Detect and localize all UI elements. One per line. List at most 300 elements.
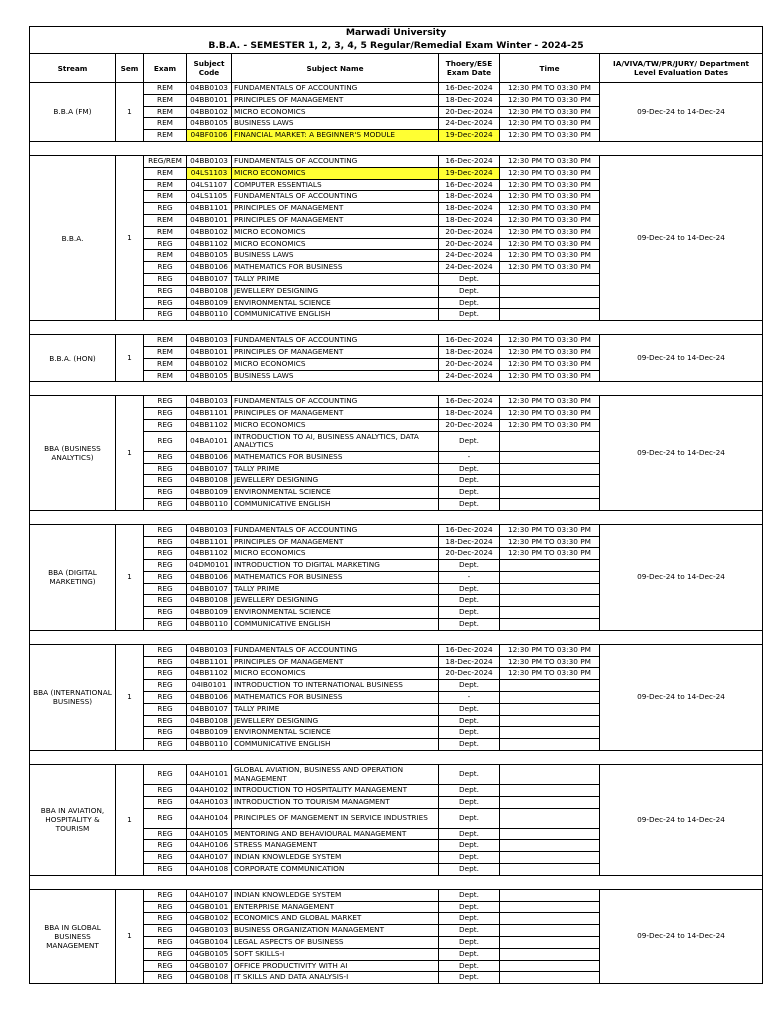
time-cell: 12:30 PM TO 03:30 PM	[500, 536, 600, 548]
time-cell	[500, 808, 600, 828]
time-cell	[500, 297, 600, 309]
time-cell: 12:30 PM TO 03:30 PM	[500, 191, 600, 203]
exam-date-cell: Dept.	[439, 595, 500, 607]
exam-date-cell: Dept.	[439, 972, 500, 984]
subject-name-cell: LEGAL ASPECTS OF BUSINESS	[232, 937, 439, 949]
time-cell: 12:30 PM TO 03:30 PM	[500, 358, 600, 370]
subject-code-cell: 04BB0108	[187, 285, 232, 297]
table-row	[30, 335, 763, 347]
university-title: Marwadi University	[30, 27, 763, 40]
time-cell	[500, 901, 600, 913]
stream-cell: BBA IN AVIATION, HOSPITALITY & TOURISM	[30, 765, 116, 876]
time-cell	[500, 680, 600, 692]
exam-type-cell: REG	[144, 619, 187, 631]
subject-name-cell: PRINCIPLES OF MANAGEMENT	[232, 203, 439, 215]
time-cell	[500, 595, 600, 607]
subject-name-cell: JEWELLERY DESIGNING	[232, 475, 439, 487]
exam-date-cell: 20-Dec-2024	[439, 548, 500, 560]
time-cell	[500, 607, 600, 619]
subject-code-cell: 04BB1101	[187, 536, 232, 548]
subject-code-cell: 04DM0101	[187, 560, 232, 572]
exam-type-cell: REG	[144, 925, 187, 937]
exam-date-cell: 16-Dec-2024	[439, 155, 500, 167]
exam-type-cell: REG	[144, 571, 187, 583]
exam-type-cell: REG	[144, 273, 187, 285]
exam-type-cell: REG	[144, 937, 187, 949]
exam-type-cell: REG	[144, 548, 187, 560]
subject-name-cell: PRINCIPLES OF MANAGEMENT	[232, 214, 439, 226]
exam-type-cell: REG	[144, 864, 187, 876]
subject-code-cell: 04BB0109	[187, 487, 232, 499]
exam-date-cell: 16-Dec-2024	[439, 396, 500, 408]
exam-type-cell: REM	[144, 250, 187, 262]
sem-cell: 1	[116, 644, 144, 750]
subject-name-cell: GLOBAL AVIATION, BUSINESS AND OPERATION MANAGEMENT	[232, 765, 439, 785]
group-spacer	[30, 141, 763, 155]
exam-type-cell: REG	[144, 487, 187, 499]
subject-code-cell: 04BB1102	[187, 238, 232, 250]
subject-code-cell: 04LS1107	[187, 179, 232, 191]
exam-type-cell: REM	[144, 94, 187, 106]
subject-name-cell: COMMUNICATIVE ENGLISH	[232, 498, 439, 510]
exam-type-cell: REM	[144, 191, 187, 203]
exam-type-cell: REM	[144, 346, 187, 358]
exam-type-cell: REG	[144, 808, 187, 828]
exam-type-cell: REM	[144, 335, 187, 347]
time-cell: 12:30 PM TO 03:30 PM	[500, 83, 600, 95]
time-cell	[500, 463, 600, 475]
exam-date-cell: Dept.	[439, 498, 500, 510]
exam-type-cell: REG	[144, 901, 187, 913]
exam-type-cell: REG/REM	[144, 155, 187, 167]
subject-name-cell: INTRODUCTION TO INTERNATIONAL BUSINESS	[232, 680, 439, 692]
exam-type-cell: REG	[144, 297, 187, 309]
subject-name-cell: JEWELLERY DESIGNING	[232, 715, 439, 727]
time-cell	[500, 727, 600, 739]
exam-date-cell: 18-Dec-2024	[439, 408, 500, 420]
subject-name-cell: ENTERPRISE MANAGEMENT	[232, 901, 439, 913]
subject-code-cell: 04BB0103	[187, 83, 232, 95]
subject-name-cell: MICRO ECONOMICS	[232, 106, 439, 118]
subject-name-cell: INTRODUCTION TO DIGITAL MARKETING	[232, 560, 439, 572]
subject-name-cell: PRINCIPLES OF MANAGEMENT	[232, 408, 439, 420]
subject-code-cell: 04GB0102	[187, 913, 232, 925]
subject-code-cell: 04AH0107	[187, 889, 232, 901]
exam-type-cell: REG	[144, 656, 187, 668]
subject-name-cell: MATHEMATICS FOR BUSINESS	[232, 571, 439, 583]
subject-code-cell: 04GB0105	[187, 948, 232, 960]
exam-date-cell: 16-Dec-2024	[439, 644, 500, 656]
exam-date-cell: Dept.	[439, 808, 500, 828]
subject-name-cell: INTRODUCTION TO HOSPITALITY MANAGEMENT	[232, 785, 439, 797]
exam-type-cell: REG	[144, 715, 187, 727]
exam-type-cell: REG	[144, 703, 187, 715]
header-stream: Stream	[30, 54, 116, 83]
time-cell	[500, 948, 600, 960]
subject-name-cell: BUSINESS LAWS	[232, 370, 439, 382]
subject-name-cell: PRINCIPLES OF MANAGEMENT	[232, 656, 439, 668]
subject-code-cell: 04BB0109	[187, 727, 232, 739]
subject-name-cell: FUNDAMENTALS OF ACCOUNTING	[232, 155, 439, 167]
subject-name-cell: PRINCIPLES OF MANGEMENT IN SERVICE INDUSTRIES	[232, 808, 439, 828]
time-cell	[500, 840, 600, 852]
exam-date-cell: Dept.	[439, 487, 500, 499]
subject-code-cell: 04BB1101	[187, 656, 232, 668]
subject-name-cell: FUNDAMENTALS OF ACCOUNTING	[232, 83, 439, 95]
time-cell	[500, 571, 600, 583]
exam-date-cell: Dept.	[439, 715, 500, 727]
time-cell	[500, 703, 600, 715]
exam-type-cell: REG	[144, 739, 187, 751]
subject-name-cell: TALLY PRIME	[232, 273, 439, 285]
subject-name-cell: PRINCIPLES OF MANAGEMENT	[232, 536, 439, 548]
exam-type-cell: REM	[144, 106, 187, 118]
exam-date-cell: Dept.	[439, 463, 500, 475]
subject-name-cell: BUSINESS LAWS	[232, 118, 439, 130]
subject-name-cell: ENVIRONMENTAL SCIENCE	[232, 607, 439, 619]
exam-date-cell: 18-Dec-2024	[439, 656, 500, 668]
exam-date-cell: Dept.	[439, 960, 500, 972]
exam-date-cell: 16-Dec-2024	[439, 179, 500, 191]
subject-code-cell: 04GB0104	[187, 937, 232, 949]
exam-type-cell: REG	[144, 536, 187, 548]
time-cell	[500, 937, 600, 949]
time-cell	[500, 560, 600, 572]
stream-cell: B.B.A. (HON)	[30, 335, 116, 382]
exam-type-cell: REM	[144, 226, 187, 238]
header-exam: Exam	[144, 54, 187, 83]
exam-type-cell: REG	[144, 828, 187, 840]
exam-date-cell: Dept.	[439, 583, 500, 595]
exam-date-cell: Dept.	[439, 796, 500, 808]
time-cell: 12:30 PM TO 03:30 PM	[500, 203, 600, 215]
time-cell	[500, 739, 600, 751]
time-cell	[500, 431, 600, 451]
eval-dates-cell: 09-Dec-24 to 14-Dec-24	[600, 83, 763, 142]
time-cell: 12:30 PM TO 03:30 PM	[500, 346, 600, 358]
time-cell: 12:30 PM TO 03:30 PM	[500, 94, 600, 106]
subject-code-cell: 04BB0101	[187, 346, 232, 358]
time-cell	[500, 273, 600, 285]
subject-code-cell: 04BB0103	[187, 524, 232, 536]
eval-dates-cell: 09-Dec-24 to 14-Dec-24	[600, 396, 763, 510]
sem-cell: 1	[116, 335, 144, 382]
subject-name-cell: INTRODUCTION TO AI, BUSINESS ANALYTICS, DATA ANALYTICS	[232, 431, 439, 451]
subject-code-cell: 04AH0102	[187, 785, 232, 797]
time-cell: 12:30 PM TO 03:30 PM	[500, 250, 600, 262]
header-subject-code: Subject Code	[187, 54, 232, 83]
exam-type-cell: REG	[144, 238, 187, 250]
exam-type-cell: REM	[144, 167, 187, 179]
subject-name-cell: ECONOMICS AND GLOBAL MARKET	[232, 913, 439, 925]
exam-type-cell: REM	[144, 83, 187, 95]
sem-cell: 1	[116, 889, 144, 983]
subject-name-cell: BUSINESS ORGANIZATION MANAGEMENT	[232, 925, 439, 937]
header-exam-date: Thoery/ESE Exam Date	[439, 54, 500, 83]
exam-schedule-sheet	[29, 26, 762, 984]
eval-dates-cell: 09-Dec-24 to 14-Dec-24	[600, 644, 763, 750]
time-cell: 12:30 PM TO 03:30 PM	[500, 155, 600, 167]
exam-date-cell: Dept.	[439, 828, 500, 840]
subject-code-cell: 04IB0101	[187, 680, 232, 692]
subject-name-cell: MENTORING AND BEHAVIOURAL MANAGEMENT	[232, 828, 439, 840]
exam-date-cell: 20-Dec-2024	[439, 668, 500, 680]
subject-name-cell: FUNDAMENTALS OF ACCOUNTING	[232, 524, 439, 536]
exam-type-cell: REM	[144, 370, 187, 382]
exam-type-cell: REG	[144, 607, 187, 619]
time-cell	[500, 864, 600, 876]
exam-date-cell: 20-Dec-2024	[439, 419, 500, 431]
time-cell	[500, 619, 600, 631]
exam-date-cell: Dept.	[439, 852, 500, 864]
exam-date-cell: Dept.	[439, 937, 500, 949]
exam-type-cell: REG	[144, 431, 187, 451]
subject-name-cell: FINANCIAL MARKET: A BEGINNER'S MODULE	[232, 130, 439, 142]
subject-code-cell: 04GB0101	[187, 901, 232, 913]
subject-name-cell: ENVIRONMENTAL SCIENCE	[232, 297, 439, 309]
exam-type-cell: REG	[144, 408, 187, 420]
time-cell	[500, 583, 600, 595]
subject-code-cell: 04BB0105	[187, 370, 232, 382]
subject-code-cell: 04BB0109	[187, 607, 232, 619]
exam-date-cell: 19-Dec-2024	[439, 167, 500, 179]
exam-date-cell: Dept.	[439, 901, 500, 913]
exam-date-cell: 18-Dec-2024	[439, 536, 500, 548]
time-cell: 12:30 PM TO 03:30 PM	[500, 179, 600, 191]
time-cell: 12:30 PM TO 03:30 PM	[500, 167, 600, 179]
time-cell	[500, 796, 600, 808]
exam-type-cell: REG	[144, 475, 187, 487]
time-cell: 12:30 PM TO 03:30 PM	[500, 226, 600, 238]
time-cell: 12:30 PM TO 03:30 PM	[500, 524, 600, 536]
exam-type-cell: REM	[144, 358, 187, 370]
exam-date-cell: Dept.	[439, 607, 500, 619]
exam-date-cell: 20-Dec-2024	[439, 106, 500, 118]
subject-code-cell: 04AH0103	[187, 796, 232, 808]
exam-type-cell: REG	[144, 451, 187, 463]
exam-date-cell: Dept.	[439, 925, 500, 937]
subject-name-cell: CORPORATE COMMUNICATION	[232, 864, 439, 876]
eval-dates-cell: 09-Dec-24 to 14-Dec-24	[600, 889, 763, 983]
exam-date-cell: 24-Dec-2024	[439, 370, 500, 382]
subject-name-cell: ENVIRONMENTAL SCIENCE	[232, 487, 439, 499]
subject-code-cell: 04AH0101	[187, 765, 232, 785]
table-row	[30, 83, 763, 95]
exam-date-cell: Dept.	[439, 864, 500, 876]
subject-code-cell: 04BB0102	[187, 106, 232, 118]
exam-date-cell: 24-Dec-2024	[439, 250, 500, 262]
exam-date-cell: Dept.	[439, 703, 500, 715]
subject-name-cell: MATHEMATICS FOR BUSINESS	[232, 451, 439, 463]
header-sem: Sem	[116, 54, 144, 83]
exam-type-cell: REG	[144, 285, 187, 297]
table-row	[30, 644, 763, 656]
subject-code-cell: 04AH0108	[187, 864, 232, 876]
subject-code-cell: 04BF0106	[187, 130, 232, 142]
subject-name-cell: MICRO ECONOMICS	[232, 668, 439, 680]
exam-type-cell: REG	[144, 785, 187, 797]
exam-type-cell: REG	[144, 463, 187, 475]
subject-name-cell: MICRO ECONOMICS	[232, 419, 439, 431]
subject-code-cell: 04BB0103	[187, 644, 232, 656]
exam-type-cell: REG	[144, 595, 187, 607]
subject-code-cell: 04BB0110	[187, 739, 232, 751]
subject-name-cell: JEWELLERY DESIGNING	[232, 285, 439, 297]
sem-cell: 1	[116, 155, 144, 320]
exam-type-cell: REM	[144, 179, 187, 191]
exam-date-cell: Dept.	[439, 765, 500, 785]
subject-name-cell: TALLY PRIME	[232, 703, 439, 715]
subject-code-cell: 04BB0101	[187, 214, 232, 226]
exam-date-cell: Dept.	[439, 285, 500, 297]
exam-date-cell: 20-Dec-2024	[439, 226, 500, 238]
subject-code-cell: 04BB0108	[187, 475, 232, 487]
exam-date-cell: Dept.	[439, 785, 500, 797]
subject-code-cell: 04AH0105	[187, 828, 232, 840]
exam-date-cell: Dept.	[439, 739, 500, 751]
stream-cell: BBA (DIGITAL MARKETING)	[30, 524, 116, 630]
subject-code-cell: 04AH0107	[187, 852, 232, 864]
time-cell	[500, 960, 600, 972]
subject-code-cell: 04BB1101	[187, 203, 232, 215]
subject-name-cell: TALLY PRIME	[232, 463, 439, 475]
exam-type-cell: REM	[144, 214, 187, 226]
exam-type-cell: REG	[144, 960, 187, 972]
time-cell	[500, 765, 600, 785]
subject-code-cell: 04BB0105	[187, 250, 232, 262]
subject-name-cell: INTRODUCTION TO TOURISM MANAGMENT	[232, 796, 439, 808]
table-row	[30, 889, 763, 901]
exam-type-cell: REG	[144, 419, 187, 431]
subject-code-cell: 04BB0103	[187, 335, 232, 347]
exam-date-cell: 18-Dec-2024	[439, 346, 500, 358]
exam-date-cell: 24-Dec-2024	[439, 118, 500, 130]
exam-date-cell: Dept.	[439, 727, 500, 739]
exam-date-cell: Dept.	[439, 297, 500, 309]
subject-code-cell: 04BB0105	[187, 118, 232, 130]
exam-type-cell: REG	[144, 948, 187, 960]
exam-type-cell: REG	[144, 680, 187, 692]
exam-type-cell: REG	[144, 972, 187, 984]
time-cell	[500, 913, 600, 925]
exam-date-cell: 16-Dec-2024	[439, 524, 500, 536]
exam-date-cell: Dept.	[439, 273, 500, 285]
exam-date-cell: 16-Dec-2024	[439, 335, 500, 347]
exam-date-cell: 18-Dec-2024	[439, 203, 500, 215]
subject-code-cell: 04LS1105	[187, 191, 232, 203]
eval-dates-cell: 09-Dec-24 to 14-Dec-24	[600, 524, 763, 630]
time-cell: 12:30 PM TO 03:30 PM	[500, 106, 600, 118]
exam-date-cell: Dept.	[439, 680, 500, 692]
time-cell: 12:30 PM TO 03:30 PM	[500, 214, 600, 226]
subject-code-cell: 04BB0103	[187, 396, 232, 408]
subject-code-cell: 04BB0106	[187, 571, 232, 583]
exam-type-cell: REG	[144, 644, 187, 656]
subject-code-cell: 04AH0104	[187, 808, 232, 828]
subject-code-cell: 04BB1101	[187, 408, 232, 420]
time-cell	[500, 285, 600, 297]
subject-name-cell: IT SKILLS AND DATA ANALYSIS-I	[232, 972, 439, 984]
time-cell: 12:30 PM TO 03:30 PM	[500, 118, 600, 130]
group-spacer	[30, 875, 763, 889]
subject-name-cell: MICRO ECONOMICS	[232, 167, 439, 179]
subject-name-cell: COMMUNICATIVE ENGLISH	[232, 309, 439, 321]
stream-cell: B.B.A.	[30, 155, 116, 320]
subject-code-cell: 04BA0101	[187, 431, 232, 451]
subject-name-cell: FUNDAMENTALS OF ACCOUNTING	[232, 644, 439, 656]
exam-date-cell: 18-Dec-2024	[439, 94, 500, 106]
sem-cell: 1	[116, 524, 144, 630]
exam-date-cell: 24-Dec-2024	[439, 262, 500, 274]
header-time: Time	[500, 54, 600, 83]
schedule-subtitle: B.B.A. - SEMESTER 1, 2, 3, 4, 5 Regular/Remedial Exam Winter - 2024-25	[30, 39, 763, 54]
subject-code-cell: 04BB0103	[187, 155, 232, 167]
subject-code-cell: 04BB1102	[187, 548, 232, 560]
subject-code-cell: 04BB0107	[187, 703, 232, 715]
subject-name-cell: STRESS MANAGEMENT	[232, 840, 439, 852]
subject-code-cell: 04BB0108	[187, 595, 232, 607]
table-row	[30, 155, 763, 167]
exam-date-cell: Dept.	[439, 948, 500, 960]
exam-date-cell: Dept.	[439, 619, 500, 631]
exam-date-cell: 16-Dec-2024	[439, 83, 500, 95]
time-cell	[500, 487, 600, 499]
exam-date-cell: -	[439, 692, 500, 704]
stream-cell: BBA (INTERNATIONAL BUSINESS)	[30, 644, 116, 750]
sem-cell: 1	[116, 765, 144, 876]
subject-name-cell: BUSINESS LAWS	[232, 250, 439, 262]
subject-code-cell: 04BB0102	[187, 358, 232, 370]
eval-dates-cell: 09-Dec-24 to 14-Dec-24	[600, 335, 763, 382]
time-cell	[500, 852, 600, 864]
subject-name-cell: TALLY PRIME	[232, 583, 439, 595]
exam-type-cell: REG	[144, 913, 187, 925]
subject-code-cell: 04BB1102	[187, 668, 232, 680]
exam-date-cell: 18-Dec-2024	[439, 214, 500, 226]
subject-name-cell: COMPUTER ESSENTIALS	[232, 179, 439, 191]
time-cell: 12:30 PM TO 03:30 PM	[500, 396, 600, 408]
group-spacer	[30, 321, 763, 335]
subject-code-cell: 04BB0106	[187, 692, 232, 704]
exam-type-cell: REG	[144, 560, 187, 572]
exam-type-cell: REG	[144, 852, 187, 864]
subject-name-cell: SOFT SKILLS-I	[232, 948, 439, 960]
exam-type-cell: REG	[144, 203, 187, 215]
subject-code-cell: 04GB0107	[187, 960, 232, 972]
exam-date-cell: -	[439, 451, 500, 463]
time-cell	[500, 785, 600, 797]
subject-name-cell: FUNDAMENTALS OF ACCOUNTING	[232, 191, 439, 203]
table-row	[30, 524, 763, 536]
group-spacer	[30, 630, 763, 644]
subject-name-cell: INDIAN KNOWLEDGE SYSTEM	[232, 889, 439, 901]
exam-type-cell: REG	[144, 524, 187, 536]
exam-date-cell: Dept.	[439, 560, 500, 572]
exam-schedule-table	[29, 26, 763, 984]
header-eval-dates: IA/VIVA/TW/PR/JURY/ Department Level Evaluation Dates	[600, 54, 763, 83]
stream-cell: BBA IN GLOBAL BUSINESS MANAGEMENT	[30, 889, 116, 983]
time-cell	[500, 309, 600, 321]
exam-date-cell: Dept.	[439, 840, 500, 852]
subject-code-cell: 04BB0110	[187, 498, 232, 510]
subject-code-cell: 04BB0107	[187, 463, 232, 475]
subject-name-cell: MICRO ECONOMICS	[232, 358, 439, 370]
time-cell	[500, 889, 600, 901]
subject-code-cell: 04GB0103	[187, 925, 232, 937]
time-cell: 12:30 PM TO 03:30 PM	[500, 262, 600, 274]
time-cell: 12:30 PM TO 03:30 PM	[500, 548, 600, 560]
time-cell	[500, 972, 600, 984]
